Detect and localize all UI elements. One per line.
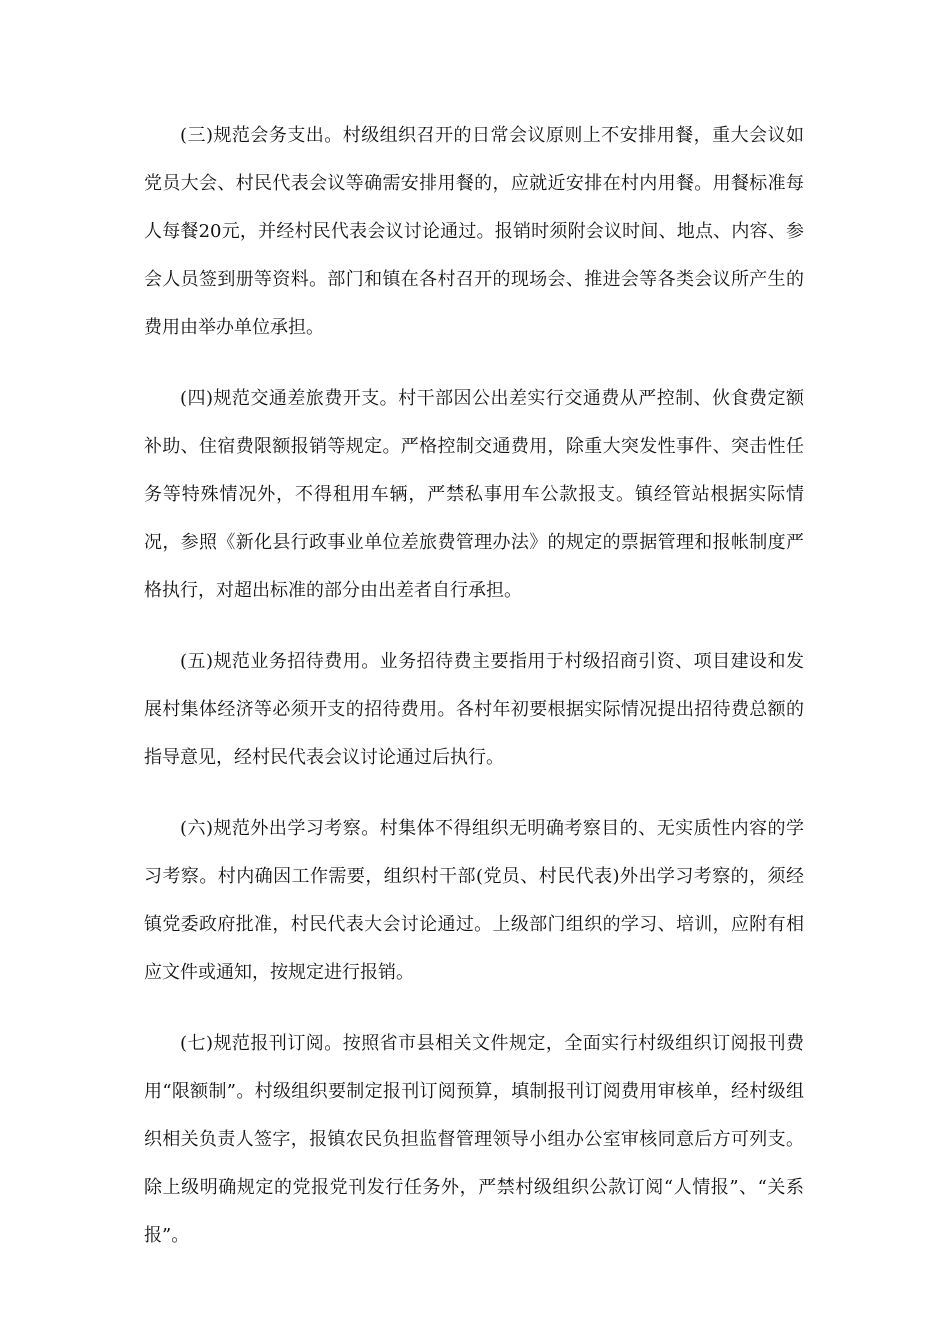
paragraph-travel-expenses: (四)规范交通差旅费开支。村干部因公出差实行交通费从严控制、伙食费定额补助、住宿费限额报销等规定。严格控制交通费用，除重大突发性事件、突击性任务等特殊情况外，不得租用车辆，严禁私事用车公款报支。镇经管站根据实际情况，参照《新化县行政事业单位差旅费管理办法》的规定的票据管理和报帐制度严格执行，对超出标准的部分由出差者自行承担。: [144, 388, 804, 601]
document-body: [144, 112, 804, 1283]
paragraph-study-tours: (六)规范外出学习考察。村集体不得组织无明确考察目的、无实质性内容的学习考察。村内确因工作需要，组织村干部(党员、村民代表)外出学习考察的，须经镇党委政府批准，村民代表大会讨论通过。上级部门组织的学习、培训，应附有相应文件或通知，按规定进行报销。: [144, 818, 804, 983]
paragraph-newspaper-subscriptions: (七)规范报刊订阅。按照省市县相关文件规定，全面实行村级组织订阅报刊费用“限额制”。村级组织要制定报刊订阅预算，填制报刊订阅费用审核单，经村级组织相关负责人签字，报镇农民负担监督管理领导小组办公室审核同意后方可列支。除上级明确规定的党报党刊发行任务外，严禁村级组织公款订阅“人情报”、“关系报”。: [144, 1033, 804, 1246]
paragraph-hospitality-expenses: (五)规范业务招待费用。业务招待费主要指用于村级招商引资、项目建设和发展村集体经济等必须开支的招待费用。各村年初要根据实际情况提出招待费总额的指导意见，经村民代表会议讨论通过后执行。: [144, 651, 804, 768]
paragraph-conference-expenses: (三)规范会务支出。村级组织召开的日常会议原则上不安排用餐，重大会议如党员大会、村民代表会议等确需安排用餐的，应就近安排在村内用餐。用餐标准每人每餐20元，并经村民代表会议讨论通过。报销时须附会议时间、地点、内容、参会人员签到册等资料。部门和镇在各村召开的现场会、推进会等各类会议所产生的费用由举办单位承担。: [144, 125, 804, 338]
